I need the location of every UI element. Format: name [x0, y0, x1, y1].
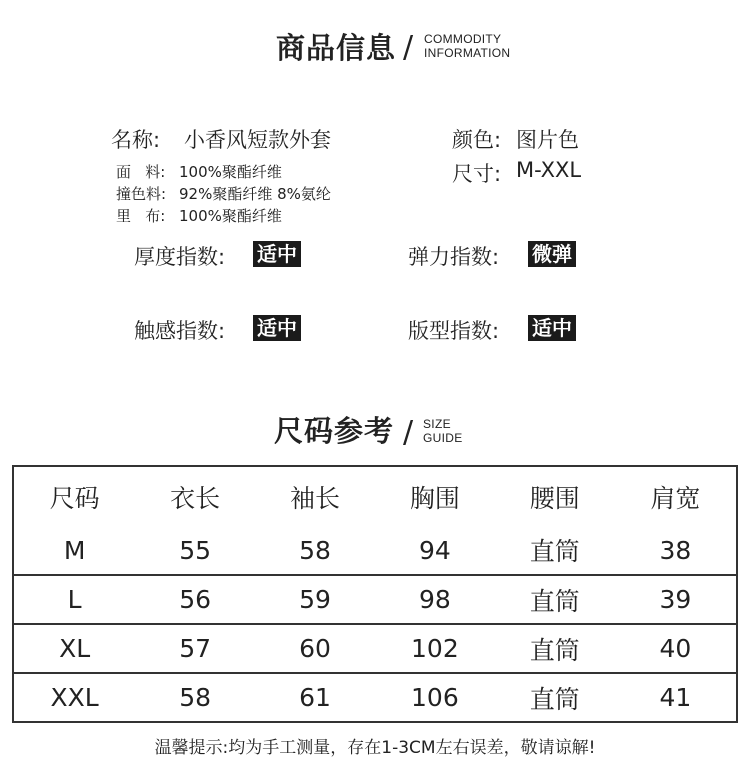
table-cell: 106: [411, 683, 459, 712]
table-cell: 57: [179, 634, 212, 663]
table-cell: 40: [659, 634, 692, 663]
color-label: 颜色:: [452, 128, 502, 152]
fabric-value: 100%聚酯纤维: [179, 163, 282, 181]
table-row: [13, 526, 737, 575]
thickness-index-badge: 适中: [253, 241, 301, 267]
header-length: 衣长: [170, 483, 221, 513]
fit-index-label: 版型指数:: [408, 319, 500, 343]
size-table: [12, 465, 738, 723]
size-guide-en-line1: SIZE: [423, 417, 451, 431]
color-value: 图片色: [516, 128, 579, 152]
contrast-fabric-label: 撞色料:: [116, 185, 167, 203]
touch-index-label: 触感指数:: [134, 319, 226, 343]
table-cell: 58: [299, 535, 331, 565]
table-cell: L: [67, 585, 82, 614]
table-cell: 94: [418, 535, 451, 565]
table-cell: 59: [299, 585, 331, 614]
size-guide-en-line2: GUIDE: [423, 431, 463, 445]
contrast-fabric-value: 92%聚酯纤维 8%氨纶: [179, 185, 331, 203]
header-shoulder: 肩宽: [650, 483, 701, 513]
header-size: 尺码: [49, 483, 100, 513]
header-sleeve: 袖长: [290, 483, 341, 513]
table-cell: 直筒: [529, 586, 580, 616]
table-cell: 41: [659, 683, 692, 712]
elasticity-index-label: 弹力指数:: [408, 245, 500, 269]
header-chest: 胸围: [409, 483, 460, 513]
table-header-row: [13, 466, 737, 526]
table-row: [13, 624, 737, 673]
table-cell: 55: [179, 535, 212, 565]
size-guide-header: [0, 405, 750, 465]
table-cell: 58: [179, 683, 212, 712]
table-row: [13, 575, 737, 624]
thickness-index-label: 厚度指数:: [134, 245, 226, 269]
fabric-label: 面 料:: [116, 163, 166, 181]
size-guide-slash: /: [403, 415, 414, 450]
touch-index-badge: 适中: [253, 315, 301, 341]
table-cell: 直筒: [529, 635, 580, 665]
measurement-note: 温馨提示:均为手工测量，存在1-3CM左右误差，敬请谅解!: [154, 738, 596, 758]
table-cell: 39: [659, 585, 692, 614]
name-value: 小香风短款外套: [184, 128, 331, 152]
lining-label: 里 布:: [116, 207, 166, 225]
commodity-title-en-line1: COMMODITY: [424, 32, 502, 46]
title-slash: /: [403, 30, 414, 65]
table-row: [13, 673, 737, 722]
size-value: M-XXL: [516, 158, 582, 182]
commodity-title-en-line2: INFORMATION: [424, 46, 511, 60]
size-label: 尺寸:: [452, 162, 502, 186]
table-cell: 38: [659, 535, 692, 565]
table-cell: XXL: [50, 683, 99, 712]
elasticity-index-badge: 微弹: [528, 241, 576, 267]
table-cell: 60: [299, 634, 331, 663]
commodity-info-header: [0, 22, 750, 82]
commodity-title: 商品信息: [276, 31, 397, 65]
size-guide-title: 尺码参考: [274, 414, 395, 448]
table-cell: 98: [418, 585, 451, 614]
header-waist: 腰围: [529, 483, 580, 513]
table-cell: 直筒: [529, 684, 580, 714]
table-cell: M: [63, 535, 86, 565]
table-cell: 56: [179, 585, 212, 614]
table-cell: 61: [299, 683, 331, 712]
table-cell: 直筒: [529, 537, 580, 566]
lining-value: 100%聚酯纤维: [179, 207, 282, 225]
table-cell: 102: [411, 634, 459, 663]
table-cell: XL: [59, 634, 91, 663]
name-label: 名称:: [111, 128, 161, 152]
fit-index-badge: 适中: [528, 315, 576, 341]
